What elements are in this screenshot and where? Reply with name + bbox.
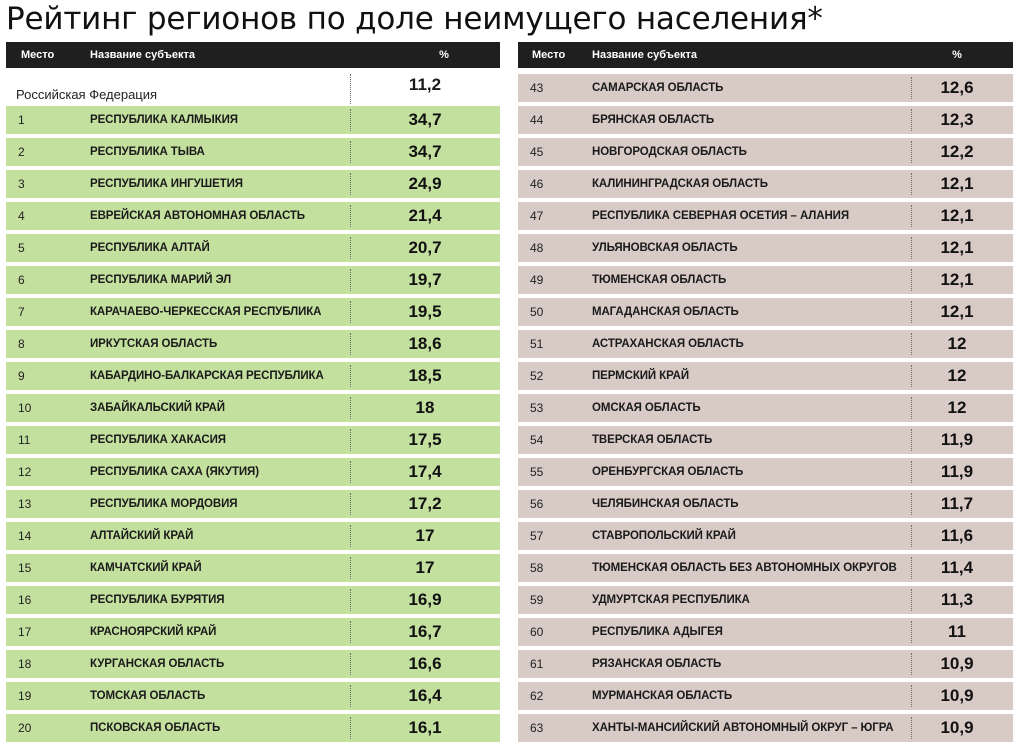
table-row bbox=[6, 458, 500, 486]
row-place: 1 bbox=[18, 113, 25, 127]
row-percent: 11,9 bbox=[940, 462, 974, 481]
table-row bbox=[6, 298, 500, 326]
dotted-separator bbox=[911, 237, 912, 259]
table-row bbox=[518, 362, 1013, 390]
row-percent: 10,9 bbox=[940, 654, 974, 673]
dotted-separator bbox=[911, 301, 912, 323]
header-name: Название субъекта bbox=[90, 49, 196, 61]
row-place: 14 bbox=[18, 529, 32, 543]
row-place: 47 bbox=[530, 209, 544, 223]
table-row bbox=[518, 490, 1013, 518]
table-row bbox=[518, 650, 1013, 678]
row-region-name: ТЮМЕНСКАЯ ОБЛАСТЬ bbox=[592, 274, 727, 286]
table-row bbox=[6, 362, 500, 390]
dotted-separator bbox=[350, 429, 351, 451]
table-row bbox=[518, 394, 1013, 422]
dotted-separator bbox=[350, 589, 351, 611]
table-row bbox=[6, 330, 500, 358]
dotted-separator bbox=[911, 109, 912, 131]
table-row bbox=[518, 74, 1013, 102]
row-region-name: КУРГАНСКАЯ ОБЛАСТЬ bbox=[90, 658, 225, 670]
row-place: 9 bbox=[18, 369, 25, 383]
table-row bbox=[6, 682, 500, 710]
header-place: Место bbox=[21, 49, 55, 61]
row-region-name: РЕСПУБЛИКА ХАКАСИЯ bbox=[90, 434, 226, 446]
row-percent: 20,7 bbox=[408, 238, 442, 257]
right-rows bbox=[518, 74, 1013, 746]
dotted-separator bbox=[911, 557, 912, 579]
row-place: 43 bbox=[530, 81, 544, 95]
table-row bbox=[518, 682, 1013, 710]
dotted-separator bbox=[911, 173, 912, 195]
header-percent: % bbox=[439, 49, 449, 61]
row-region-name: РЕСПУБЛИКА ТЫВА bbox=[90, 146, 205, 158]
row-place: 48 bbox=[530, 241, 544, 255]
dotted-separator bbox=[350, 205, 351, 227]
row-percent: 11,9 bbox=[940, 430, 974, 449]
row-region-name: КАМЧАТСКИЙ КРАЙ bbox=[90, 562, 202, 574]
row-percent: 12,1 bbox=[940, 174, 974, 193]
row-place: 50 bbox=[530, 305, 544, 319]
row-percent: 12 bbox=[947, 366, 967, 385]
table-row bbox=[518, 266, 1013, 294]
table-row bbox=[518, 458, 1013, 486]
row-place: 60 bbox=[530, 625, 544, 639]
table-row bbox=[6, 586, 500, 614]
row-percent: 12,1 bbox=[940, 206, 974, 225]
row-place: 4 bbox=[18, 209, 25, 223]
row-place: 2 bbox=[18, 145, 25, 159]
row-place: 57 bbox=[530, 529, 544, 543]
row-region-name: КАЛИНИНГРАДСКАЯ ОБЛАСТЬ bbox=[592, 178, 768, 190]
dotted-separator bbox=[350, 141, 351, 163]
table-row bbox=[518, 202, 1013, 230]
dotted-separator bbox=[350, 333, 351, 355]
row-percent: 11,6 bbox=[940, 526, 974, 545]
row-region-name: ЗАБАЙКАЛЬСКИЙ КРАЙ bbox=[90, 402, 225, 414]
row-percent: 12 bbox=[947, 398, 967, 417]
row-region-name: РЕСПУБЛИКА МОРДОВИЯ bbox=[90, 498, 238, 510]
dotted-separator bbox=[350, 685, 351, 707]
row-place: 13 bbox=[18, 497, 32, 511]
russian-federation-row bbox=[6, 68, 500, 106]
dotted-separator bbox=[350, 397, 351, 419]
header-place: Место bbox=[532, 49, 566, 61]
dotted-separator bbox=[911, 525, 912, 547]
row-percent: 19,7 bbox=[408, 270, 442, 289]
table-row bbox=[518, 170, 1013, 198]
table-row bbox=[6, 522, 500, 550]
row-percent: 11,7 bbox=[940, 494, 974, 513]
row-region-name: ЧЕЛЯБИНСКАЯ ОБЛАСТЬ bbox=[592, 498, 739, 510]
dotted-separator bbox=[350, 461, 351, 483]
table-row bbox=[6, 618, 500, 646]
row-region-name: ТОМСКАЯ ОБЛАСТЬ bbox=[90, 690, 206, 702]
dotted-separator bbox=[911, 77, 912, 99]
row-region-name: САМАРСКАЯ ОБЛАСТЬ bbox=[592, 82, 724, 94]
row-region-name: РЯЗАНСКАЯ ОБЛАСТЬ bbox=[592, 658, 722, 670]
row-place: 51 bbox=[530, 337, 544, 351]
table-row bbox=[6, 170, 500, 198]
row-place: 7 bbox=[18, 305, 25, 319]
table-row bbox=[6, 138, 500, 166]
row-place: 11 bbox=[18, 433, 31, 447]
row-percent: 24,9 bbox=[408, 174, 442, 193]
table-header bbox=[6, 42, 500, 68]
row-percent: 17,4 bbox=[408, 462, 442, 481]
table-row bbox=[6, 650, 500, 678]
table-row bbox=[518, 330, 1013, 358]
dotted-separator bbox=[350, 74, 351, 104]
table-row bbox=[518, 138, 1013, 166]
dotted-separator bbox=[911, 141, 912, 163]
row-place: 5 bbox=[18, 241, 25, 255]
row-region-name: КРАСНОЯРСКИЙ КРАЙ bbox=[90, 626, 217, 638]
row-percent: 16,1 bbox=[408, 718, 442, 737]
row-region-name: РЕСПУБЛИКА МАРИЙ ЭЛ bbox=[90, 274, 232, 286]
row-percent: 19,5 bbox=[408, 302, 442, 321]
row-percent: 12,3 bbox=[940, 110, 974, 129]
row-region-name: ИРКУТСКАЯ ОБЛАСТЬ bbox=[90, 338, 218, 350]
row-place: 46 bbox=[530, 177, 544, 191]
row-percent: 18 bbox=[415, 398, 435, 417]
row-region-name: УЛЬЯНОВСКАЯ ОБЛАСТЬ bbox=[592, 242, 738, 254]
table-row bbox=[518, 714, 1013, 742]
dotted-separator bbox=[350, 173, 351, 195]
row-percent: 11 bbox=[948, 622, 966, 641]
row-percent: 12,1 bbox=[940, 270, 974, 289]
row-percent: 17 bbox=[415, 526, 435, 545]
table-row bbox=[518, 298, 1013, 326]
left-rows bbox=[6, 106, 500, 746]
row-place: 52 bbox=[530, 369, 544, 383]
row-region-name: ЕВРЕЙСКАЯ АВТОНОМНАЯ ОБЛАСТЬ bbox=[90, 210, 305, 222]
row-percent: 12,6 bbox=[940, 78, 974, 97]
table-row bbox=[6, 234, 500, 262]
row-region-name: РЕСПУБЛИКА САХА (ЯКУТИЯ) bbox=[90, 466, 259, 478]
row-place: 63 bbox=[530, 721, 544, 735]
table-row bbox=[518, 554, 1013, 582]
row-place: 3 bbox=[18, 177, 25, 191]
row-percent: 16,9 bbox=[408, 590, 442, 609]
row-place: 62 bbox=[530, 689, 544, 703]
row-region-name: ПСКОВСКАЯ ОБЛАСТЬ bbox=[90, 722, 221, 734]
row-place: 10 bbox=[18, 401, 32, 415]
row-region-name: ХАНТЫ-МАНСИЙСКИЙ АВТОНОМНЫЙ ОКРУГ – ЮГРА bbox=[592, 722, 894, 734]
row-region-name: ОМСКАЯ ОБЛАСТЬ bbox=[592, 402, 701, 414]
row-region-name: УДМУРТСКАЯ РЕСПУБЛИКА bbox=[592, 594, 750, 606]
dotted-separator bbox=[911, 493, 912, 515]
table-row bbox=[518, 106, 1013, 134]
row-region-name: РЕСПУБЛИКА БУРЯТИЯ bbox=[90, 594, 225, 606]
row-region-name: МУРМАНСКАЯ ОБЛАСТЬ bbox=[592, 690, 733, 702]
row-place: 54 bbox=[530, 433, 544, 447]
dotted-separator bbox=[911, 461, 912, 483]
row-region-name: АСТРАХАНСКАЯ ОБЛАСТЬ bbox=[592, 338, 744, 350]
dotted-separator bbox=[350, 653, 351, 675]
row-region-name: СТАВРОПОЛЬСКИЙ КРАЙ bbox=[592, 530, 736, 542]
row-region-name: РЕСПУБЛИКА АЛТАЙ bbox=[90, 242, 210, 254]
row-region-name: КАРАЧАЕВО-ЧЕРКЕССКАЯ РЕСПУБЛИКА bbox=[90, 306, 322, 318]
row-percent: 16,7 bbox=[408, 622, 442, 641]
row-place: 59 bbox=[530, 593, 544, 607]
dotted-separator bbox=[350, 301, 351, 323]
left-table bbox=[6, 42, 500, 746]
row-percent: 34,7 bbox=[408, 110, 442, 129]
row-percent: 10,9 bbox=[940, 686, 974, 705]
row-percent: 12,2 bbox=[940, 142, 974, 161]
row-percent: 16,6 bbox=[408, 654, 442, 673]
row-place: 61 bbox=[530, 657, 544, 671]
row-region-name: НОВГОРОДСКАЯ ОБЛАСТЬ bbox=[592, 146, 747, 158]
row-percent: 12 bbox=[947, 334, 967, 353]
row-percent: 18,6 bbox=[408, 334, 442, 353]
dotted-separator bbox=[911, 333, 912, 355]
row-place: 53 bbox=[530, 401, 544, 415]
dotted-separator bbox=[911, 205, 912, 227]
row-percent: 17 bbox=[415, 558, 435, 577]
row-region-name: РЕСПУБЛИКА СЕВЕРНАЯ ОСЕТИЯ – АЛАНИЯ bbox=[592, 210, 850, 222]
row-region-name: РЕСПУБЛИКА ИНГУШЕТИЯ bbox=[90, 178, 243, 190]
dotted-separator bbox=[350, 365, 351, 387]
page-title: Рейтинг регионов по доле неимущего населения* bbox=[6, 1, 823, 37]
table-row bbox=[6, 554, 500, 582]
row-place: 56 bbox=[530, 497, 544, 511]
row-percent: 12,1 bbox=[940, 238, 974, 257]
header-percent: % bbox=[952, 49, 962, 61]
row-region-name: ТЮМЕНСКАЯ ОБЛАСТЬ БЕЗ АВТОНОМНЫХ ОКРУГОВ bbox=[592, 562, 897, 574]
dotted-separator bbox=[911, 653, 912, 675]
table-header bbox=[518, 42, 1013, 68]
row-place: 12 bbox=[18, 465, 32, 479]
row-region-name: КАБАРДИНО-БАЛКАРСКАЯ РЕСПУБЛИКА bbox=[90, 370, 324, 382]
rf-value: 11,2 bbox=[408, 75, 442, 94]
table-row bbox=[518, 618, 1013, 646]
header-name: Название субъекта bbox=[592, 49, 698, 61]
row-place: 20 bbox=[18, 721, 32, 735]
dotted-separator bbox=[911, 621, 912, 643]
table-row bbox=[6, 714, 500, 742]
dotted-separator bbox=[350, 525, 351, 547]
dotted-separator bbox=[911, 365, 912, 387]
row-region-name: РЕСПУБЛИКА КАЛМЫКИЯ bbox=[90, 114, 238, 126]
row-region-name: ОРЕНБУРГСКАЯ ОБЛАСТЬ bbox=[592, 466, 744, 478]
dotted-separator bbox=[350, 109, 351, 131]
row-region-name: ПЕРМСКИЙ КРАЙ bbox=[592, 370, 690, 382]
right-table bbox=[518, 42, 1013, 746]
row-percent: 34,7 bbox=[408, 142, 442, 161]
row-region-name: РЕСПУБЛИКА АДЫГЕЯ bbox=[592, 626, 723, 638]
row-place: 15 bbox=[18, 561, 32, 575]
row-percent: 16,4 bbox=[408, 686, 442, 705]
row-region-name: АЛТАЙСКИЙ КРАЙ bbox=[90, 530, 194, 542]
dotted-separator bbox=[911, 269, 912, 291]
row-region-name: ТВЕРСКАЯ ОБЛАСТЬ bbox=[592, 434, 713, 446]
row-place: 16 bbox=[18, 593, 32, 607]
row-percent: 10,9 bbox=[940, 718, 974, 737]
row-region-name: МАГАДАНСКАЯ ОБЛАСТЬ bbox=[592, 306, 739, 318]
dotted-separator bbox=[350, 493, 351, 515]
table-row bbox=[6, 426, 500, 454]
row-percent: 21,4 bbox=[408, 206, 442, 225]
row-place: 17 bbox=[18, 625, 32, 639]
dotted-separator bbox=[350, 237, 351, 259]
row-place: 18 bbox=[18, 657, 32, 671]
row-place: 45 bbox=[530, 145, 544, 159]
table-row bbox=[518, 234, 1013, 262]
row-percent: 18,5 bbox=[408, 366, 442, 385]
row-place: 8 bbox=[18, 337, 25, 351]
row-place: 55 bbox=[530, 465, 544, 479]
table-row bbox=[6, 266, 500, 294]
row-percent: 11,3 bbox=[940, 590, 974, 609]
table-row bbox=[518, 522, 1013, 550]
dotted-separator bbox=[911, 685, 912, 707]
table-row bbox=[6, 106, 500, 134]
row-place: 6 bbox=[18, 273, 25, 287]
table-row bbox=[518, 426, 1013, 454]
table-row bbox=[6, 490, 500, 518]
table-row bbox=[6, 394, 500, 422]
dotted-separator bbox=[911, 429, 912, 451]
row-percent: 17,5 bbox=[408, 430, 442, 449]
row-place: 58 bbox=[530, 561, 544, 575]
row-place: 44 bbox=[530, 113, 544, 127]
row-place: 49 bbox=[530, 273, 544, 287]
dotted-separator bbox=[911, 717, 912, 739]
dotted-separator bbox=[350, 717, 351, 739]
dotted-separator bbox=[911, 589, 912, 611]
dotted-separator bbox=[350, 621, 351, 643]
row-percent: 11,4 bbox=[940, 558, 974, 577]
rf-name: Российская Федерация bbox=[16, 87, 158, 102]
row-region-name: БРЯНСКАЯ ОБЛАСТЬ bbox=[592, 114, 715, 126]
table-row bbox=[6, 202, 500, 230]
dotted-separator bbox=[350, 557, 351, 579]
dotted-separator bbox=[911, 397, 912, 419]
row-percent: 12,1 bbox=[940, 302, 974, 321]
row-place: 19 bbox=[18, 689, 32, 703]
dotted-separator bbox=[350, 269, 351, 291]
row-percent: 17,2 bbox=[408, 494, 442, 513]
table-row bbox=[518, 586, 1013, 614]
